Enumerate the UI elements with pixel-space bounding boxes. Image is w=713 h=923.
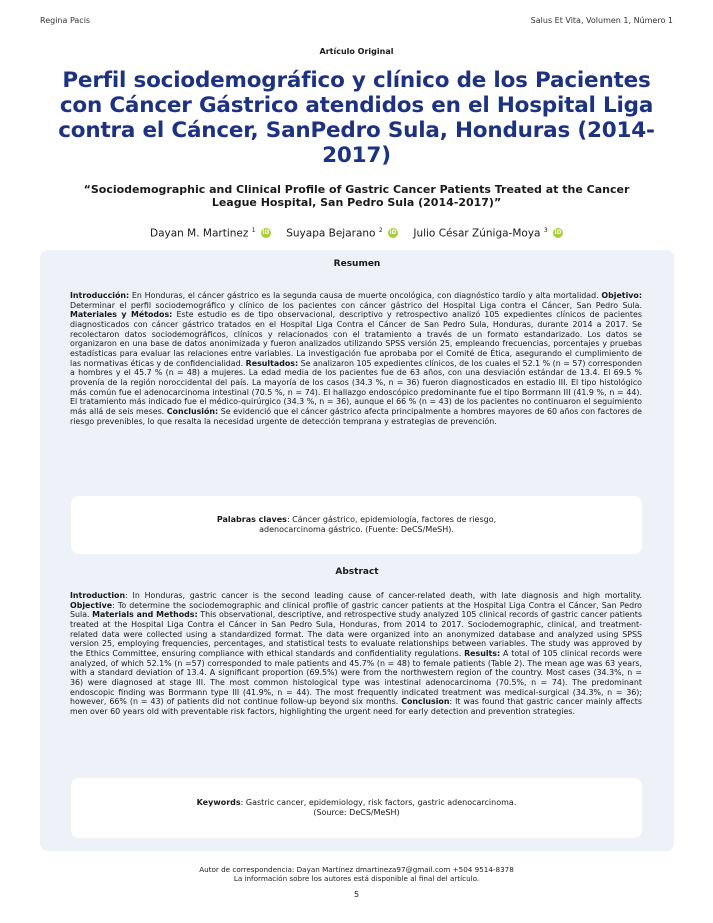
keywords-label: Keywords: [196, 798, 241, 807]
author-list: [0, 227, 713, 240]
correspondence-line: Autor de correspondencia: Dayan Martínez dmartineza97@gmail.com +504 9514-8378: [199, 865, 514, 874]
author-name: Suyapa Bejarano: [286, 227, 376, 240]
running-header-volume: Salus Et Vita, Volumen 1, Número 1: [530, 16, 673, 25]
author-affiliation-number: 2: [378, 227, 383, 234]
author-item: [286, 227, 398, 240]
article-title: Perfil sociodemográfico y clínico de los Pacientes con Cáncer Gástrico atendidos en el Hospital Liga contra el Cáncer, SanPedro Sula, Honduras (2014-2017): [58, 68, 655, 168]
palabras-clave-text: [192, 515, 522, 535]
article-type-label: Artículo Original: [319, 47, 394, 56]
intro-text: En Honduras, el cáncer gástrico es la segunda causa de muerte oncológica, con diagnóstico tardío y alta mortalidad.: [129, 291, 602, 300]
conclusion-text: Se evidenció que el cáncer gástrico afecta principalmente a hombres mayores de 60 años con factores de riesgo prevenibles, lo que resalta la necesidad urgente de detección temprana y estrategias de prevención.: [70, 406, 642, 426]
english-title: “Sociodemographic and Clinical Profile of Gastric Cancer Patients Treated at the Cancer League Hospital, San Pedro Sula (2014-2017)”: [83, 183, 630, 209]
correspondence-footer: [0, 865, 713, 883]
introduction-label: Introduction: [70, 591, 126, 600]
results-label: Results:: [464, 648, 501, 658]
objective-text: : To determine the sociodemographic and clinical profile of gastric cancer patients at the Hospital Liga Contra el Cáncer, San Pedro Sula.: [70, 600, 642, 620]
orcid-icon[interactable]: iD: [554, 228, 562, 236]
keywords-text: [192, 798, 522, 818]
metodos-text: Este estudio es de tipo observacional, descriptivo y retrospectivo analizó 105 expedientes clínicos de pacientes diagnosticados con cáncer gástrico tratados en el Hospital Liga Contra el Cáncer de San Pedro Sula, Honduras, durante 2014 a 2017. Se recolectaron datos sociodemográficos, clínicos y relacionados con el tratamiento a través de un formato estandarizado. Los datos se organizaron en una base de datos anonimizada y fueron analizados utilizando SPSS versión 25, empleando frecuencias, porcentajes y pruebas estadísticas para evaluar las relaciones entre variables. La investigación fue aprobaba por el Comité de Ética, asegurando el cumplimiento de las normativas éticas y de confidencialidad.: [70, 310, 642, 368]
author-item: [150, 227, 271, 240]
author-affiliation-number: 3: [543, 227, 548, 234]
metodos-label: Materiales y Métodos:: [70, 310, 173, 320]
conclusion-label: Conclusión:: [166, 406, 219, 416]
resultados-label: Resultados:: [245, 358, 299, 368]
results-text: A total of 105 clinical records were analyzed, of which 52.1% (n =57) corresponded to male patients and 45.7% (n = 48) to female patients (Table 2). The mean age was 63 years, with a standard deviation of 13.4. A significant proportion (69.5%) were from the northwestern region of the country. Most cases (34.3%, n = 36) were diagnosed at stage III. The most common histological type was intestinal adenocarcinoma (70.5%, n = 74). The predominant endoscopic finding was Borrmann type III (41.9%, n = 44). The most frequently indicated treatment was medical-surgical (34.3%, n = 36); however, 66% (n = 43) of patients did not continue follow-up beyond six months.: [70, 648, 642, 707]
resumen-heading: Resumen: [333, 259, 381, 269]
resultados-text: Se analizaron 105 expedientes clínicos, de los cuales el 52.1 % (n = 57) corresponden a hombres y el 45.7 % (n = 48) a mujeres. La edad media de los pacientes fue de 63 años, con una desviación estándar de 13.4. El 69.5 % provenía de la región noroccidental del país. La mayoría de los casos (34.3 %, n = 36) fueron diagnosticados en estadio III. El tipo histológico más común fue el adenocarcinoma intestinal (70.5 %, n = 74). El hallazgo endoscópico predominante fue el tipo Borrmann III (41.9 %, n = 44). El tratamiento más indicado fue el médico-quirúrgico (34.3 %, n = 36), aunque el 66 % (n = 43) de los pacientes no continuaron el seguimiento más allá de seis meses.: [70, 358, 642, 416]
abstract-body: [70, 591, 642, 717]
author-name: Julio César Zúniga-Moya: [413, 227, 541, 240]
author-affiliation-number: 1: [251, 227, 256, 234]
author-name: Dayan M. Martinez: [150, 227, 249, 240]
resumen-body: [70, 291, 642, 426]
abstract-panel: [40, 250, 674, 851]
objective-label: Objective: [70, 600, 113, 610]
conclusion-en-label: Conclusion: [401, 697, 450, 707]
objetivo-text: Determinar el perfil sociodemográfico y clínico de los pacientes con cáncer gástrico del Hospital Liga contra el Cáncer, San Pedro Sula.: [70, 300, 642, 310]
running-header-journal-title: Regina Pacis: [40, 16, 91, 25]
methods-text: This observational, descriptive, and retrospective study analyzed 105 clinical records of gastric cancer patients treated at the Hospital Liga Contra el Cáncer in San Pedro Sula, Honduras, from 2014 to 2017. Sociodemographic, clinical, and treatment-related data were collected using a standardized format. The data were organized into an anonymized database and analyzed using SPSS version 25, employing frequencies, percentages, and statistical tests to evaluate relationships between variables. The study was approved by the Ethics Committee, ensuring compliance with ethical standards and confidentiality regulations.: [70, 610, 642, 658]
intro-label: Introducción:: [70, 291, 130, 300]
methods-label: Materials and Methods:: [92, 610, 198, 620]
palabras-clave-list: : Cáncer gástrico, epidemiología, factores de riesgo, adenocarcinoma gástrico. (Fuente: DeCS/MeSH).: [259, 515, 497, 534]
keywords-box: [71, 778, 642, 838]
author-info-note: La información sobre los autores está disponible al final del artículo.: [233, 874, 480, 883]
introduction-text: : In Honduras, gastric cancer is the second leading cause of cancer-related death, with late diagnosis and high mortality.: [125, 591, 642, 600]
orcid-icon[interactable]: iD: [389, 228, 397, 236]
conclusion-en-text: : It was found that gastric cancer mainly affects men over 60 years old with preventable risk factors, highlighting the urgent need for early detection and prevention strategies.: [70, 697, 642, 716]
palabras-clave-label: Palabras claves: [216, 515, 287, 524]
keywords-list: : Gastric cancer, epidemiology, risk factors, gastric adenocarcinoma. (Source: DeCS/MeSH): [240, 798, 517, 817]
palabras-clave-box: [71, 496, 642, 554]
abstract-heading: Abstract: [335, 567, 379, 577]
objetivo-label: Objetivo:: [601, 291, 642, 300]
orcid-icon[interactable]: iD: [262, 228, 270, 236]
page-number: 5: [353, 890, 360, 899]
author-item: [413, 227, 563, 240]
